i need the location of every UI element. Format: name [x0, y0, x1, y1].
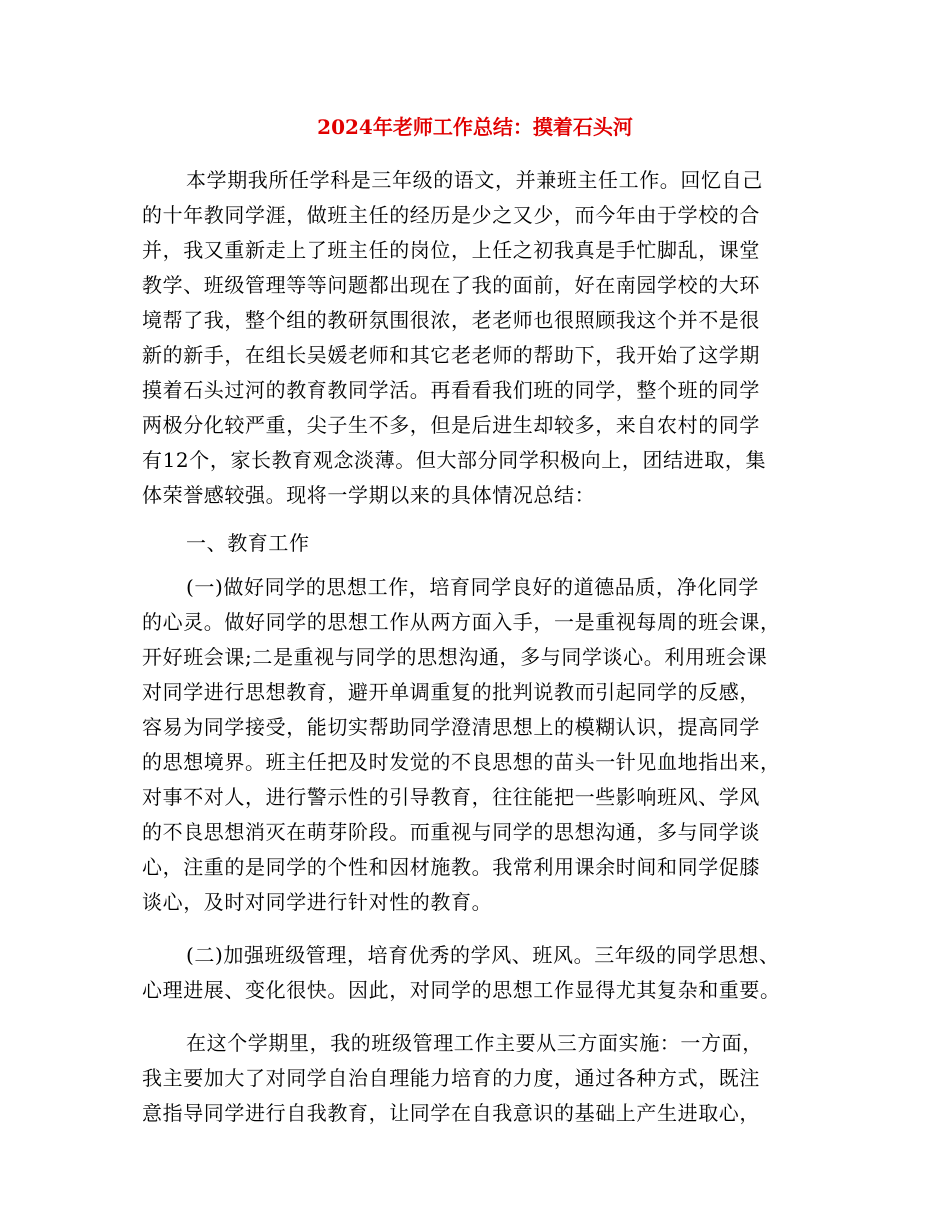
paragraph-line: 体荣誉感较强。现将一学期以来的具体情况总结： [142, 483, 596, 507]
paragraph-line: (一)做好同学的思想工作，培育同学良好的道德品质，净化同学 [186, 575, 760, 599]
paragraph-line: 本学期我所任学科是三年级的语文，并兼班主任工作。回忆自己 [186, 168, 763, 192]
section-heading: 一、教育工作 [186, 531, 310, 555]
document-title: 2024年老师工作总结：摸着石头河 [317, 115, 633, 139]
paragraph-line: 境帮了我，整个组的教研氛围很浓，老老师也很照顾我这个并不是很 [142, 308, 760, 332]
paragraph-line: 教学、班级管理等等问题都出现在了我的面前，好在南园学校的大环 [142, 273, 760, 297]
paragraph-line: 我主要加大了对同学自治自理能力培育的力度，通过各种方式，既注 [142, 1066, 760, 1090]
paragraph-line: 心，注重的是同学的个性和因材施教。我常利用课余时间和同学促膝 [142, 855, 760, 879]
paragraph-line: 对同学进行思想教育，避开单调重复的批判说教而引起同学的反感， [142, 680, 760, 704]
paragraph-line: 在这个学期里，我的班级管理工作主要从三方面实施：一方面， [186, 1031, 763, 1055]
paragraph-line: 摸着石头过河的教育教同学活。再看看我们班的同学，整个班的同学 [142, 378, 760, 402]
paragraph-line: 新的新手，在组长吴媛老师和其它老老师的帮助下，我开始了这学期 [142, 343, 760, 367]
paragraph-line: 开好班会课;二是重视与同学的思想沟通，多与同学谈心。利用班会课 [142, 645, 768, 669]
paragraph-line: 两极分化较严重，尖子生不多，但是后进生却较多，来自农村的同学 [142, 413, 760, 437]
paragraph-line: 心理进展、变化很快。因此，对同学的思想工作显得尤其复杂和重要。 [142, 978, 781, 1002]
paragraph-line: 对事不对人，进行警示性的引导教育，往往能把一些影响班风、学风 [142, 785, 760, 809]
paragraph-line: 意指导同学进行自我教育，让同学在自我意识的基础上产生进取心， [142, 1101, 760, 1125]
paragraph-line: (二)加强班级管理，培育优秀的学风、班风。三年级的同学思想、 [186, 943, 780, 967]
paragraph-line: 容易为同学接受，能切实帮助同学澄清思想上的模糊认识，提高同学 [142, 715, 760, 739]
paragraph-line: 的十年教同学涯，做班主任的经历是少之又少，而今年由于学校的合 [142, 203, 760, 227]
paragraph-line: 的不良思想消灭在萌芽阶段。而重视与同学的思想沟通，多与同学谈 [142, 820, 760, 844]
paragraph-line: 有12个，家长教育观念淡薄。但大部分同学积极向上，团结进取，集 [142, 448, 767, 472]
paragraph-line: 谈心，及时对同学进行针对性的教育。 [142, 890, 493, 914]
paragraph-line: 的心灵。做好同学的思想工作从两方面入手，一是重视每周的班会课， [142, 610, 781, 634]
paragraph-line: 的思想境界。班主任把及时发觉的不良思想的苗头一针见血地指出来， [142, 750, 781, 774]
paragraph-line: 并，我又重新走上了班主任的岗位，上任之初我真是手忙脚乱，课堂 [142, 238, 760, 262]
